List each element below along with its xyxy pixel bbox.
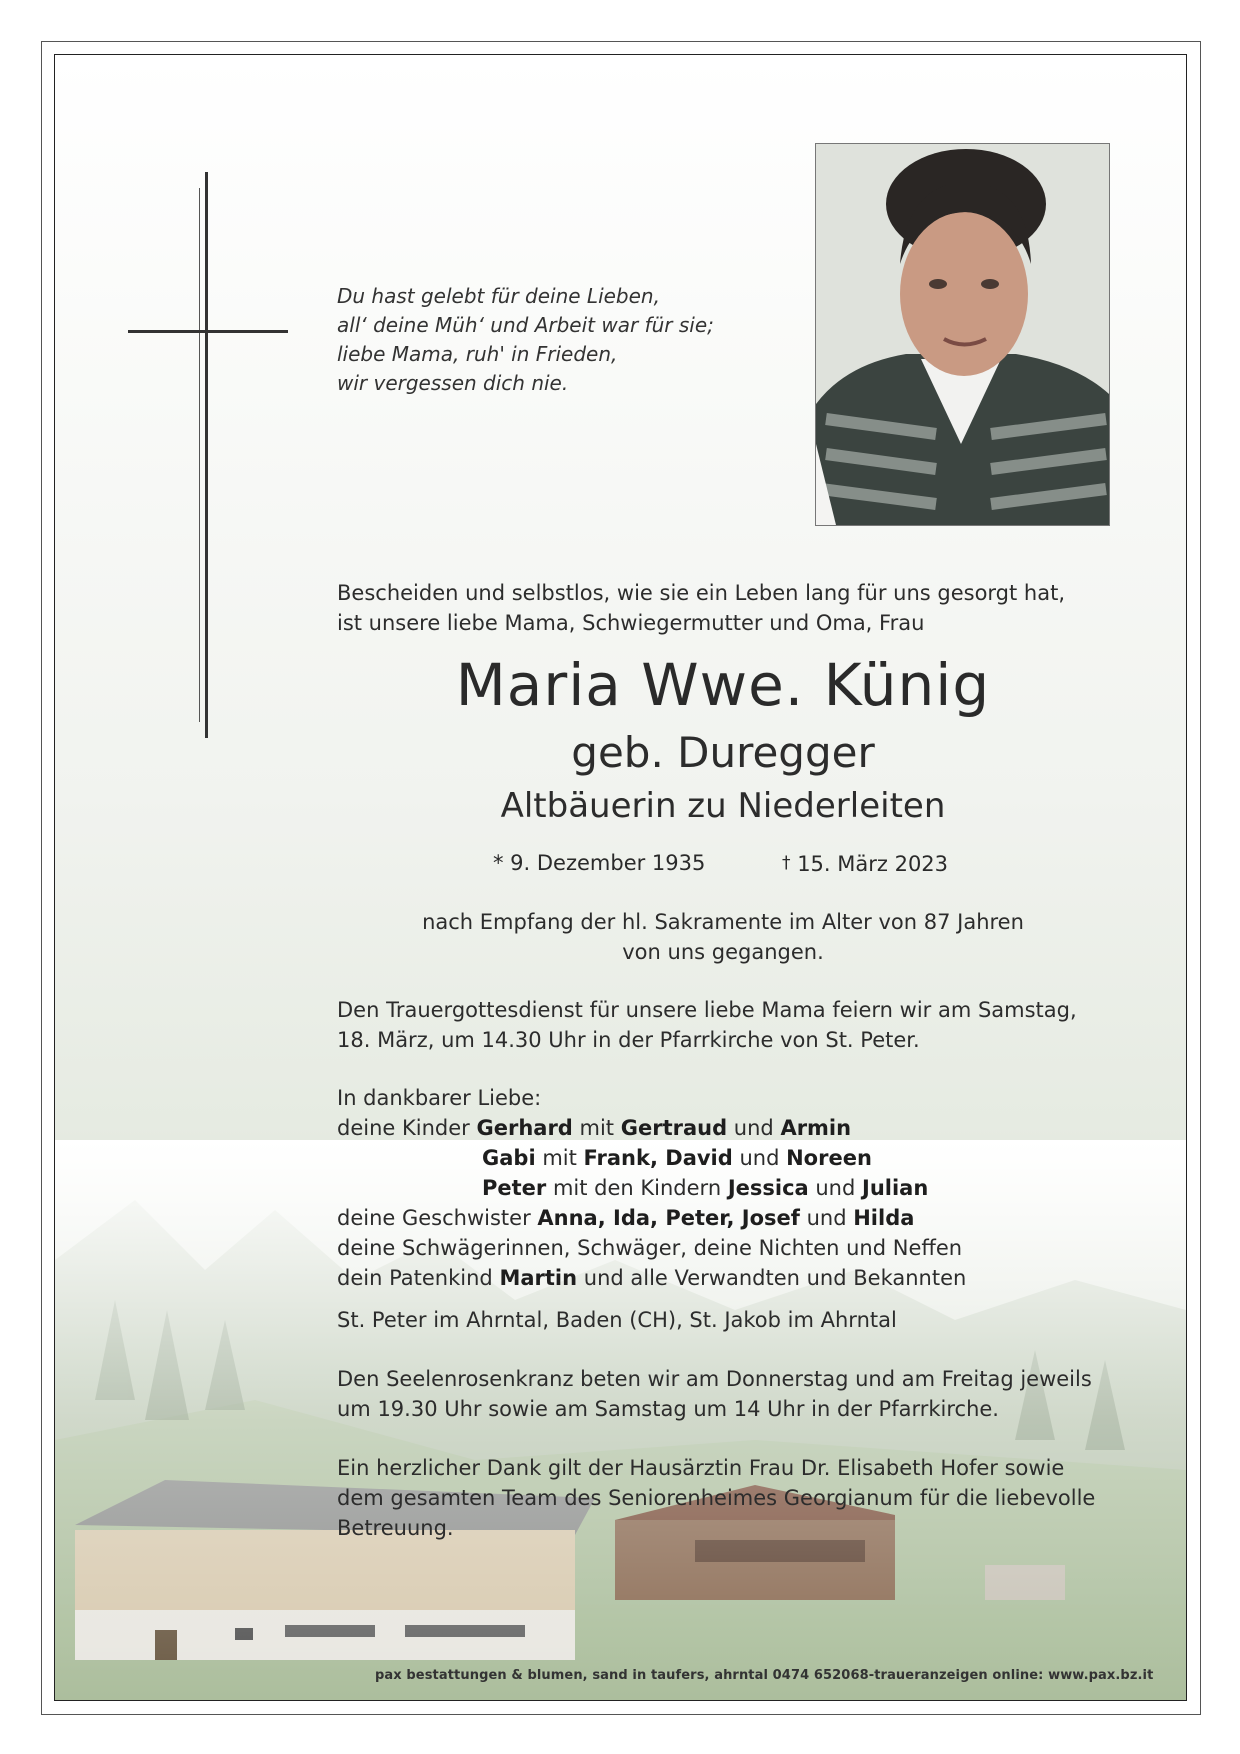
- relatives-text: und alle Verwandten und Bekannten: [577, 1266, 967, 1290]
- cross-icon: [128, 172, 288, 738]
- children-row: [337, 1113, 966, 1143]
- memorial-verse: [337, 282, 714, 398]
- verse-line: Du hast gelebt für deine Lieben,: [337, 284, 660, 308]
- portrait-photo: [815, 143, 1110, 526]
- rosary-text: [337, 1364, 1092, 1424]
- intro-line: Bescheiden und selbstlos, wie sie ein Leben lang für uns gesorgt hat,: [337, 581, 1066, 605]
- rosary-line: um 19.30 Uhr sowie am Samstag um 14 Uhr in der Pfarrkirche.: [337, 1397, 999, 1421]
- death-date-value: 15. März 2023: [797, 852, 949, 876]
- service-line: Den Trauergottesdienst für unsere liebe Mama feiern wir am Samstag,: [337, 998, 1077, 1022]
- connector: und: [799, 1206, 854, 1230]
- grandchild-name: Julian: [862, 1176, 929, 1200]
- children-row: [337, 1143, 966, 1173]
- deceased-name: Maria Wwe. Künig: [455, 651, 991, 719]
- siblings-row: [337, 1203, 966, 1233]
- service-text: [337, 995, 1077, 1055]
- connector: und: [727, 1116, 781, 1140]
- birth-date: * 9. Dezember 1935: [493, 851, 706, 875]
- mourners-intro: In dankbarer Liebe:: [337, 1086, 542, 1110]
- thanks-text: [337, 1453, 1095, 1543]
- in-laws-row: deine Schwägerinnen, Schwäger, deine Nichten und Neffen: [337, 1236, 963, 1260]
- thanks-line: Ein herzlicher Dank gilt der Hausärztin Frau Dr. Elisabeth Hofer sowie: [337, 1456, 1065, 1480]
- child-name: Gabi: [482, 1146, 536, 1170]
- verse-line: liebe Mama, ruh' in Frieden,: [337, 342, 618, 366]
- spouse-name: Frank, David: [583, 1146, 733, 1170]
- godchild-row: [337, 1263, 966, 1293]
- godchild-label: dein Patenkind: [337, 1266, 493, 1290]
- rosary-line: Den Seelenrosenkranz beten wir am Donnerstag und am Freitag jeweils: [337, 1367, 1092, 1391]
- sibling-name: Hilda: [853, 1206, 915, 1230]
- child-name: Peter: [482, 1176, 547, 1200]
- grandchild-name: Armin: [780, 1116, 852, 1140]
- connector: und: [808, 1176, 862, 1200]
- connector: mit: [535, 1146, 584, 1170]
- spouse-name: Gertraud: [620, 1116, 728, 1140]
- child-name: Gerhard: [476, 1116, 573, 1140]
- connector: mit den Kindern: [546, 1176, 728, 1200]
- sacraments-text: [337, 907, 1109, 967]
- sacraments-line: von uns gegangen.: [622, 940, 824, 964]
- death-date: [782, 848, 948, 879]
- thanks-line: Betreuung.: [337, 1516, 454, 1540]
- thanks-line: dem gesamten Team des Seniorenheimes Georgianum für die liebevolle: [337, 1486, 1096, 1510]
- places: St. Peter im Ahrntal, Baden (CH), St. Jakob im Ahrntal: [337, 1308, 897, 1332]
- service-line: 18. März, um 14.30 Uhr in der Pfarrkirche von St. Peter.: [337, 1028, 920, 1052]
- footer-imprint: pax bestattungen & blumen, sand in taufers, ahrntal 0474 652068-traueranzeigen online: www.pax.bz.it: [375, 1668, 1154, 1683]
- cross-symbol-icon: †: [782, 853, 791, 873]
- mourners-list: [337, 1083, 966, 1293]
- connector: mit: [572, 1116, 621, 1140]
- siblings-names: Anna, Ida, Peter, Josef: [537, 1206, 800, 1230]
- verse-line: all‘ deine Müh‘ und Arbeit war für sie;: [337, 313, 714, 337]
- sacraments-line: nach Empfang der hl. Sakramente im Alter von 87 Jahren: [422, 910, 1024, 934]
- intro-text: [337, 578, 1065, 638]
- grandchild-name: Jessica: [727, 1176, 809, 1200]
- grandchild-name: Noreen: [786, 1146, 872, 1170]
- maiden-name: geb. Duregger: [571, 728, 875, 777]
- occupation: Altbäuerin zu Niederleiten: [500, 786, 946, 826]
- children-label: deine Kinder: [337, 1116, 470, 1140]
- godchild-name: Martin: [499, 1266, 578, 1290]
- verse-line: wir vergessen dich nie.: [337, 371, 569, 395]
- siblings-label: deine Geschwister: [337, 1206, 531, 1230]
- intro-line: ist unsere liebe Mama, Schwiegermutter und Oma, Frau: [337, 611, 925, 635]
- connector: und: [732, 1146, 787, 1170]
- children-row: [337, 1173, 966, 1203]
